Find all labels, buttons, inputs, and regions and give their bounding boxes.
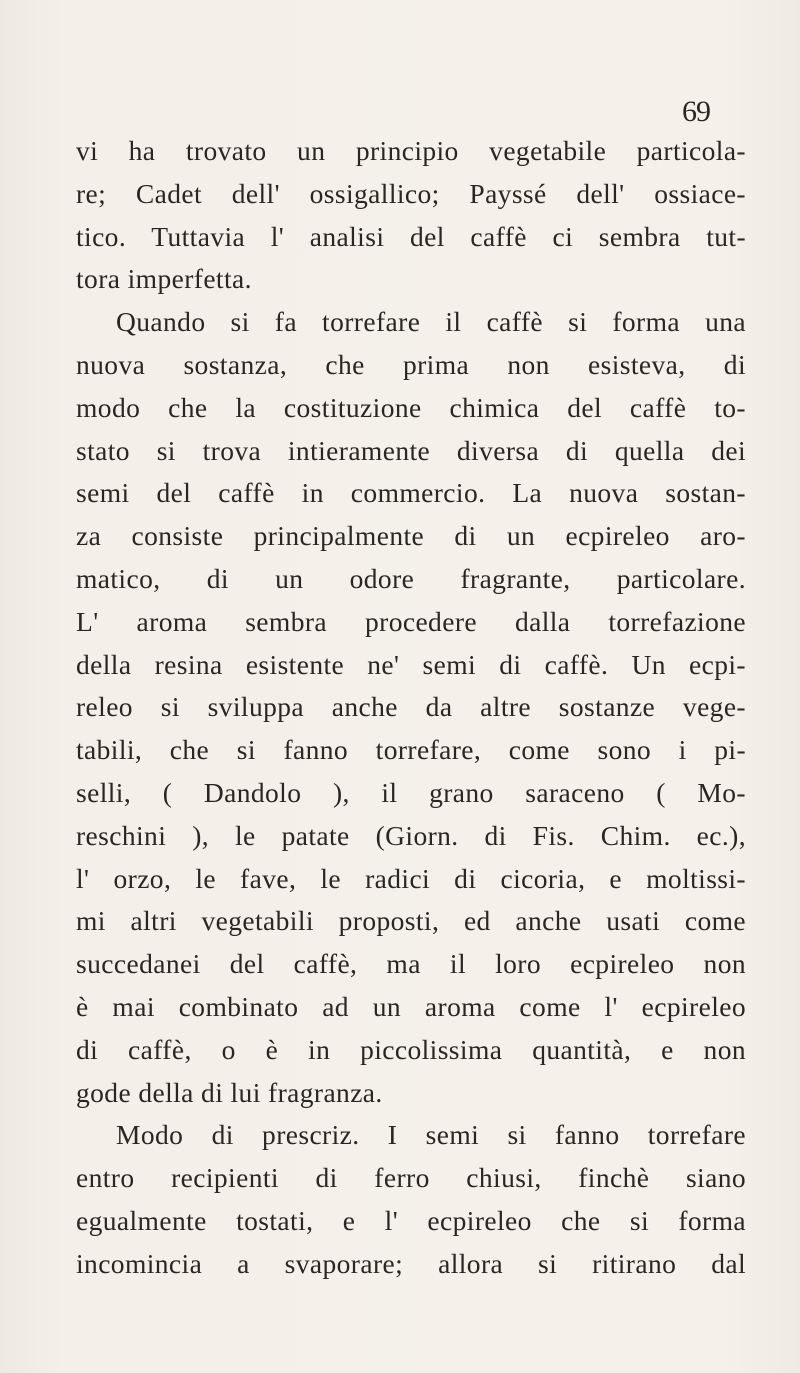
text-line: releo si sviluppa anche da altre sostanze vege- <box>76 691 746 723</box>
text-line: L' aroma sembra procedere dalla torrefazione <box>76 605 746 637</box>
text-line: re; Cadet dell' ossigallico; Payssé dell' ossiace- <box>76 177 746 209</box>
text-line: selli, ( Dandolo ), il grano saraceno ( Mo- <box>76 776 746 808</box>
text-line: mi altri vegetabili proposti, ed anche usati come <box>76 905 746 937</box>
text-line: Modo di prescriz. I semi si fanno torrefare <box>116 1119 746 1151</box>
text-line: succedanei del caffè, ma il loro ecpireleo non <box>76 948 746 980</box>
text-line: tora imperfetta. <box>76 263 252 295</box>
body-text <box>76 130 746 1286</box>
page-number: 69 <box>682 95 710 128</box>
text-line: reschini ), le patate (Giorn. di Fis. Chim. ec.), <box>76 819 746 851</box>
text-line: l' orzo, le fave, le radici di cicoria, e moltissi- <box>76 862 746 894</box>
text-line: gode della di lui fragranza. <box>76 1076 383 1108</box>
text-line: matico, di un odore fragrante, particolare. <box>76 562 746 594</box>
text-line: modo che la costituzione chimica del caffè to- <box>76 391 746 423</box>
text-line: egualmente tostati, e l' ecpireleo che si forma <box>76 1204 746 1236</box>
text-line: vi ha trovato un principio vegetabile particola- <box>76 135 746 166</box>
text-line: di caffè, o è in piccolissima quantità, e non <box>76 1033 746 1065</box>
text-line: tico. Tuttavia l' analisi del caffè ci sembra tut- <box>76 220 746 252</box>
text-line: incomincia a svaporare; allora si ritirano dal <box>76 1247 746 1279</box>
text-line: Quando si fa torrefare il caffè si forma una <box>116 306 746 338</box>
text-line: nuova sostanza, che prima non esisteva, di <box>76 348 746 380</box>
text-line: è mai combinato ad un aroma come l' ecpireleo <box>76 990 746 1022</box>
text-line: entro recipienti di ferro chiusi, finchè siano <box>76 1162 746 1194</box>
text-line: stato si trova intieramente diversa di quella dei <box>76 434 746 466</box>
text-line: za consiste principalmente di un ecpireleo aro- <box>76 520 746 552</box>
text-line: tabili, che si fanno torrefare, come sono i pi- <box>76 734 746 766</box>
text-line: semi del caffè in commercio. La nuova sostan- <box>76 477 746 509</box>
text-line: della resina esistente ne' semi di caffè. Un ecpi- <box>76 648 746 680</box>
